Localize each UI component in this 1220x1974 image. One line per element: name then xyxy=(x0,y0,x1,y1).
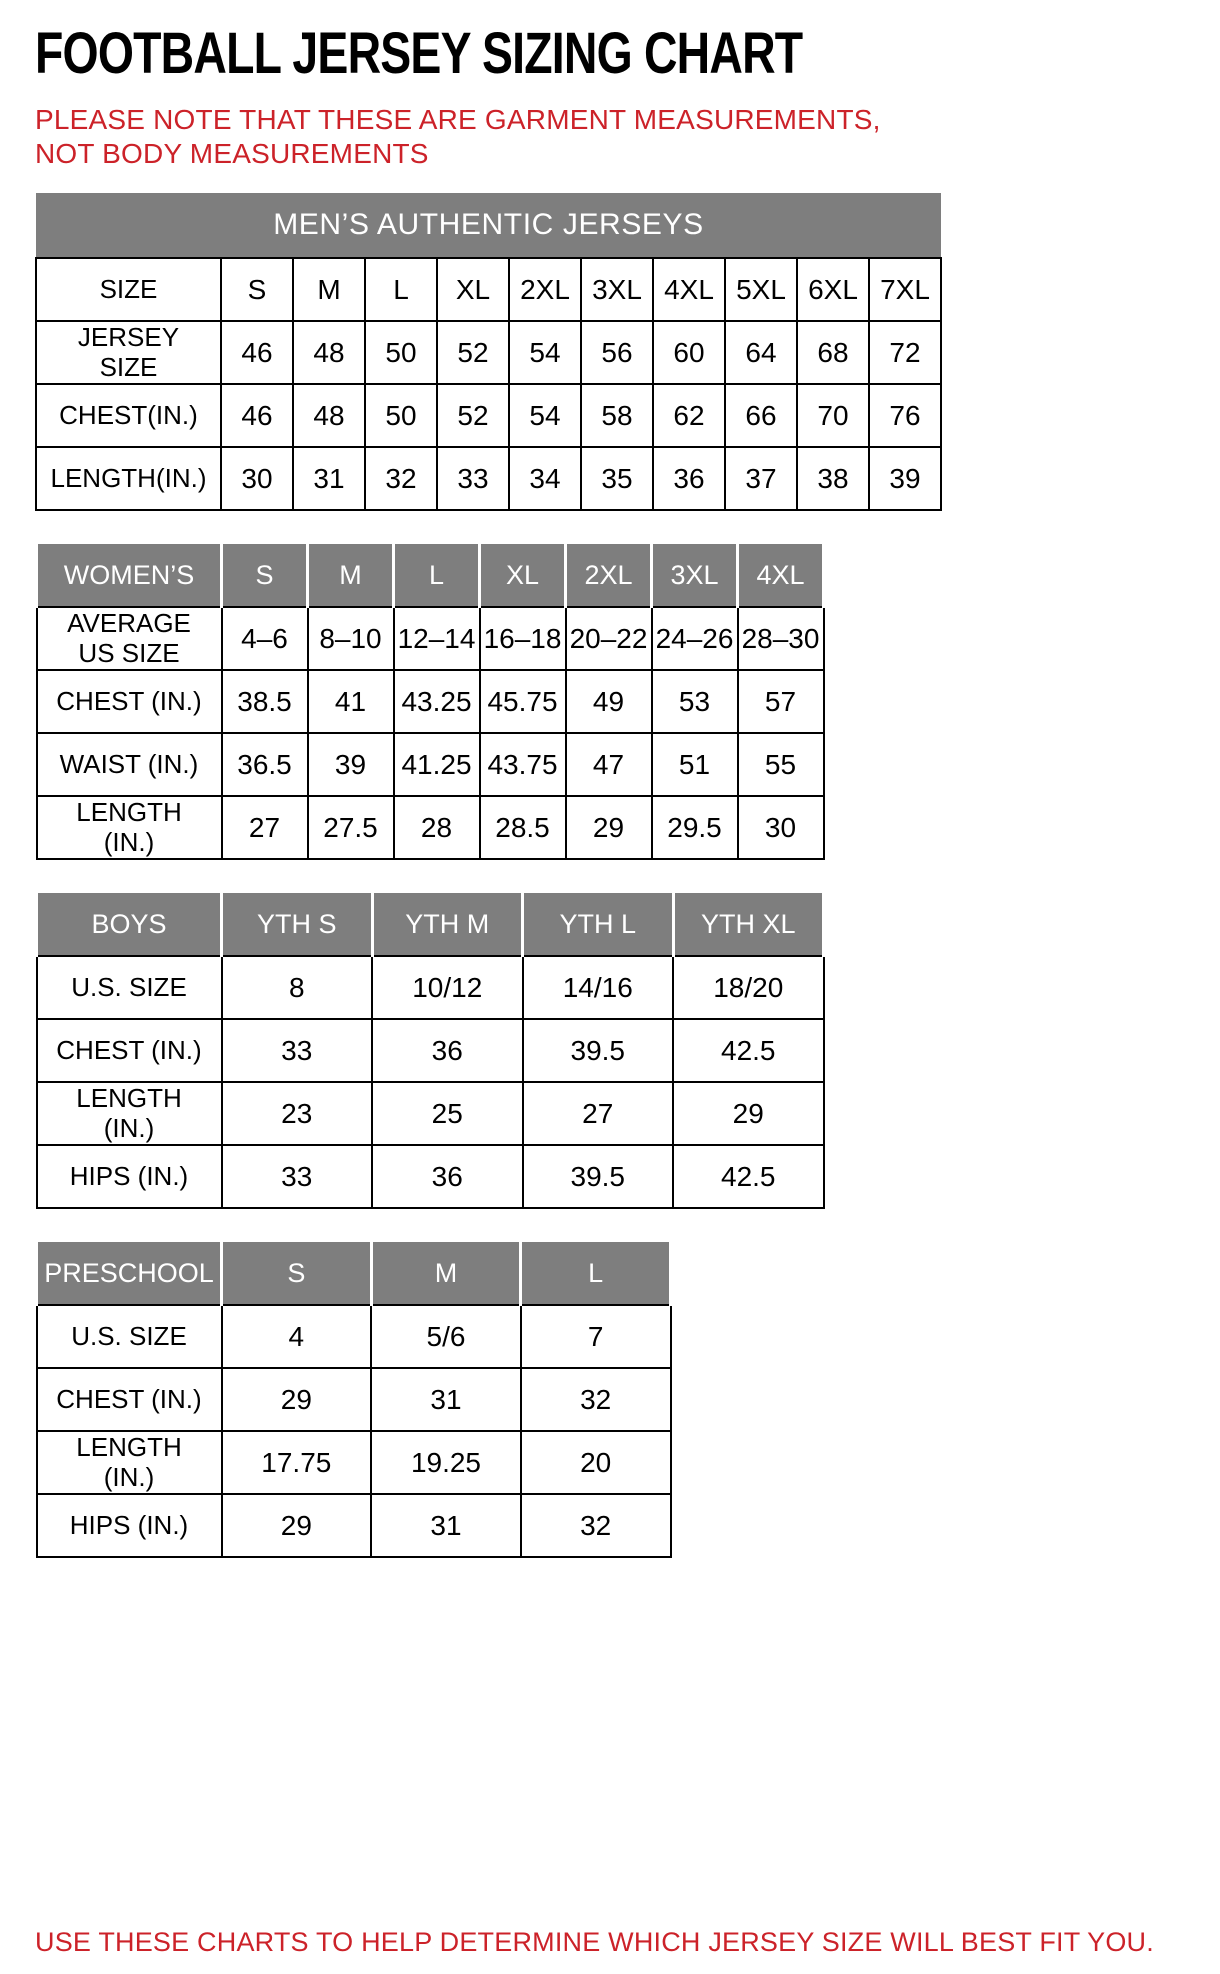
data-cell: 54 xyxy=(509,384,581,447)
data-cell: 36 xyxy=(372,1019,523,1082)
mens-banner-row xyxy=(36,193,941,258)
data-cell: 19.25 xyxy=(371,1431,521,1494)
data-cell: L xyxy=(365,258,437,321)
womens-size-header: 3XL xyxy=(652,544,738,607)
boys-size-header: YTH M xyxy=(372,893,523,956)
data-cell: 10/12 xyxy=(372,956,523,1019)
data-cell: 32 xyxy=(521,1368,671,1431)
data-cell: 46 xyxy=(221,384,293,447)
data-cell: 45.75 xyxy=(480,670,566,733)
data-cell: 51 xyxy=(652,733,738,796)
data-cell: 41 xyxy=(308,670,394,733)
preschool-size-header: M xyxy=(371,1242,521,1305)
data-cell: 64 xyxy=(725,321,797,384)
data-cell: 18/20 xyxy=(673,956,824,1019)
row-label: CHEST (IN.) xyxy=(37,670,222,733)
data-cell: 32 xyxy=(365,447,437,510)
data-cell: 33 xyxy=(437,447,509,510)
data-cell: 29 xyxy=(222,1494,372,1557)
data-cell: 60 xyxy=(653,321,725,384)
row-label: WAIST (IN.) xyxy=(37,733,222,796)
preschool-size-header: S xyxy=(222,1242,372,1305)
data-cell: 4 xyxy=(222,1305,372,1368)
page-title: FOOTBALL JERSEY SIZING CHART xyxy=(35,21,803,86)
data-cell: 36 xyxy=(372,1145,523,1208)
data-cell: 27 xyxy=(523,1082,674,1145)
mens-row xyxy=(36,321,941,384)
row-label: CHEST (IN.) xyxy=(37,1019,222,1082)
data-cell: 8 xyxy=(222,956,373,1019)
data-cell: 46 xyxy=(221,321,293,384)
data-cell: 56 xyxy=(581,321,653,384)
data-cell: 36.5 xyxy=(222,733,308,796)
data-cell: 31 xyxy=(371,1368,521,1431)
boys-size-header: YTH XL xyxy=(673,893,824,956)
data-cell: 12–14 xyxy=(394,607,480,670)
preschool-row xyxy=(37,1431,671,1494)
data-cell: 32 xyxy=(521,1494,671,1557)
row-label: LENGTH(IN.) xyxy=(36,447,221,510)
row-label: U.S. SIZE xyxy=(37,956,222,1019)
tables-container xyxy=(35,193,1185,1591)
data-cell: 49 xyxy=(566,670,652,733)
data-cell: 25 xyxy=(372,1082,523,1145)
row-label: LENGTH (IN.) xyxy=(37,1082,222,1145)
preschool-size-header: L xyxy=(521,1242,671,1305)
data-cell: 38 xyxy=(797,447,869,510)
data-cell: 34 xyxy=(509,447,581,510)
data-cell: 47 xyxy=(566,733,652,796)
row-label: AVERAGE US SIZE xyxy=(37,607,222,670)
data-cell: 39 xyxy=(869,447,941,510)
data-cell: 14/16 xyxy=(523,956,674,1019)
womens-row xyxy=(37,733,824,796)
data-cell: 43.25 xyxy=(394,670,480,733)
data-cell: 5XL xyxy=(725,258,797,321)
data-cell: 33 xyxy=(222,1145,373,1208)
data-cell: XL xyxy=(437,258,509,321)
data-cell: 55 xyxy=(738,733,824,796)
data-cell: 4XL xyxy=(653,258,725,321)
data-cell: 23 xyxy=(222,1082,373,1145)
data-cell: 38.5 xyxy=(222,670,308,733)
data-cell: 62 xyxy=(653,384,725,447)
data-cell: 17.75 xyxy=(222,1431,372,1494)
boys-row xyxy=(37,1145,824,1208)
womens-size-header: XL xyxy=(480,544,566,607)
mens-banner: MEN’S AUTHENTIC JERSEYS xyxy=(36,193,941,258)
row-label: LENGTH (IN.) xyxy=(37,796,222,859)
data-cell: 31 xyxy=(371,1494,521,1557)
data-cell: 24–26 xyxy=(652,607,738,670)
data-cell: 29 xyxy=(222,1368,372,1431)
row-label: SIZE xyxy=(36,258,221,321)
data-cell: 5/6 xyxy=(371,1305,521,1368)
data-cell: 39.5 xyxy=(523,1019,674,1082)
womens-row xyxy=(37,670,824,733)
data-cell: 28.5 xyxy=(480,796,566,859)
boys-header-row xyxy=(37,893,824,956)
data-cell: 28–30 xyxy=(738,607,824,670)
data-cell: 30 xyxy=(221,447,293,510)
data-cell: 58 xyxy=(581,384,653,447)
data-cell: 8–10 xyxy=(308,607,394,670)
data-cell: 28 xyxy=(394,796,480,859)
boys-row xyxy=(37,1082,824,1145)
data-cell: 27 xyxy=(222,796,308,859)
data-cell: 50 xyxy=(365,321,437,384)
data-cell: 16–18 xyxy=(480,607,566,670)
womens-size-header: 2XL xyxy=(566,544,652,607)
womens-size-header: S xyxy=(222,544,308,607)
data-cell: 41.25 xyxy=(394,733,480,796)
data-cell: 50 xyxy=(365,384,437,447)
row-label: U.S. SIZE xyxy=(37,1305,222,1368)
boys-row xyxy=(37,956,824,1019)
data-cell: 70 xyxy=(797,384,869,447)
preschool-row xyxy=(37,1494,671,1557)
mens-table xyxy=(35,193,942,511)
boys-row xyxy=(37,1019,824,1082)
data-cell: 76 xyxy=(869,384,941,447)
womens-row xyxy=(37,607,824,670)
data-cell: 53 xyxy=(652,670,738,733)
mens-row xyxy=(36,258,941,321)
measurement-note: PLEASE NOTE THAT THESE ARE GARMENT MEASUREMENTS, NOT BODY MEASUREMENTS xyxy=(35,104,881,170)
data-cell: 42.5 xyxy=(673,1145,824,1208)
boys-header-label: BOYS xyxy=(37,893,222,956)
data-cell: 42.5 xyxy=(673,1019,824,1082)
data-cell: 48 xyxy=(293,384,365,447)
womens-size-header: L xyxy=(394,544,480,607)
row-label: CHEST (IN.) xyxy=(37,1368,222,1431)
preschool-table xyxy=(35,1242,672,1558)
preschool-row xyxy=(37,1305,671,1368)
womens-header-label: WOMEN’S xyxy=(37,544,222,607)
boys-size-header: YTH S xyxy=(222,893,373,956)
row-label: JERSEY SIZE xyxy=(36,321,221,384)
data-cell: 39 xyxy=(308,733,394,796)
womens-row xyxy=(37,796,824,859)
data-cell: 35 xyxy=(581,447,653,510)
data-cell: 29.5 xyxy=(652,796,738,859)
data-cell: 52 xyxy=(437,321,509,384)
data-cell: 39.5 xyxy=(523,1145,674,1208)
data-cell: 36 xyxy=(653,447,725,510)
row-label: CHEST(IN.) xyxy=(36,384,221,447)
data-cell: 7XL xyxy=(869,258,941,321)
data-cell: 54 xyxy=(509,321,581,384)
data-cell: 7 xyxy=(521,1305,671,1368)
data-cell: 6XL xyxy=(797,258,869,321)
data-cell: 52 xyxy=(437,384,509,447)
womens-table xyxy=(35,544,825,860)
data-cell: 20–22 xyxy=(566,607,652,670)
boys-size-header: YTH L xyxy=(523,893,674,956)
preschool-header-label: PRESCHOOL xyxy=(37,1242,222,1305)
data-cell: 2XL xyxy=(509,258,581,321)
data-cell: 4–6 xyxy=(222,607,308,670)
data-cell: 27.5 xyxy=(308,796,394,859)
row-label: HIPS (IN.) xyxy=(37,1145,222,1208)
data-cell: 72 xyxy=(869,321,941,384)
data-cell: 43.75 xyxy=(480,733,566,796)
mens-row xyxy=(36,384,941,447)
data-cell: 33 xyxy=(222,1019,373,1082)
row-label: HIPS (IN.) xyxy=(37,1494,222,1557)
boys-table xyxy=(35,893,825,1209)
data-cell: 66 xyxy=(725,384,797,447)
data-cell: 31 xyxy=(293,447,365,510)
data-cell: 20 xyxy=(521,1431,671,1494)
data-cell: 48 xyxy=(293,321,365,384)
data-cell: 3XL xyxy=(581,258,653,321)
data-cell: 29 xyxy=(673,1082,824,1145)
preschool-header-row xyxy=(37,1242,671,1305)
data-cell: 68 xyxy=(797,321,869,384)
preschool-row xyxy=(37,1368,671,1431)
footer-note: USE THESE CHARTS TO HELP DETERMINE WHICH JERSEY SIZE WILL BEST FIT YOU. xyxy=(35,1927,1154,1957)
womens-size-header: M xyxy=(308,544,394,607)
womens-size-header: 4XL xyxy=(738,544,824,607)
row-label: LENGTH (IN.) xyxy=(37,1431,222,1494)
data-cell: 30 xyxy=(738,796,824,859)
womens-header-row xyxy=(37,544,824,607)
data-cell: M xyxy=(293,258,365,321)
mens-row xyxy=(36,447,941,510)
data-cell: 29 xyxy=(566,796,652,859)
data-cell: S xyxy=(221,258,293,321)
data-cell: 37 xyxy=(725,447,797,510)
data-cell: 57 xyxy=(738,670,824,733)
